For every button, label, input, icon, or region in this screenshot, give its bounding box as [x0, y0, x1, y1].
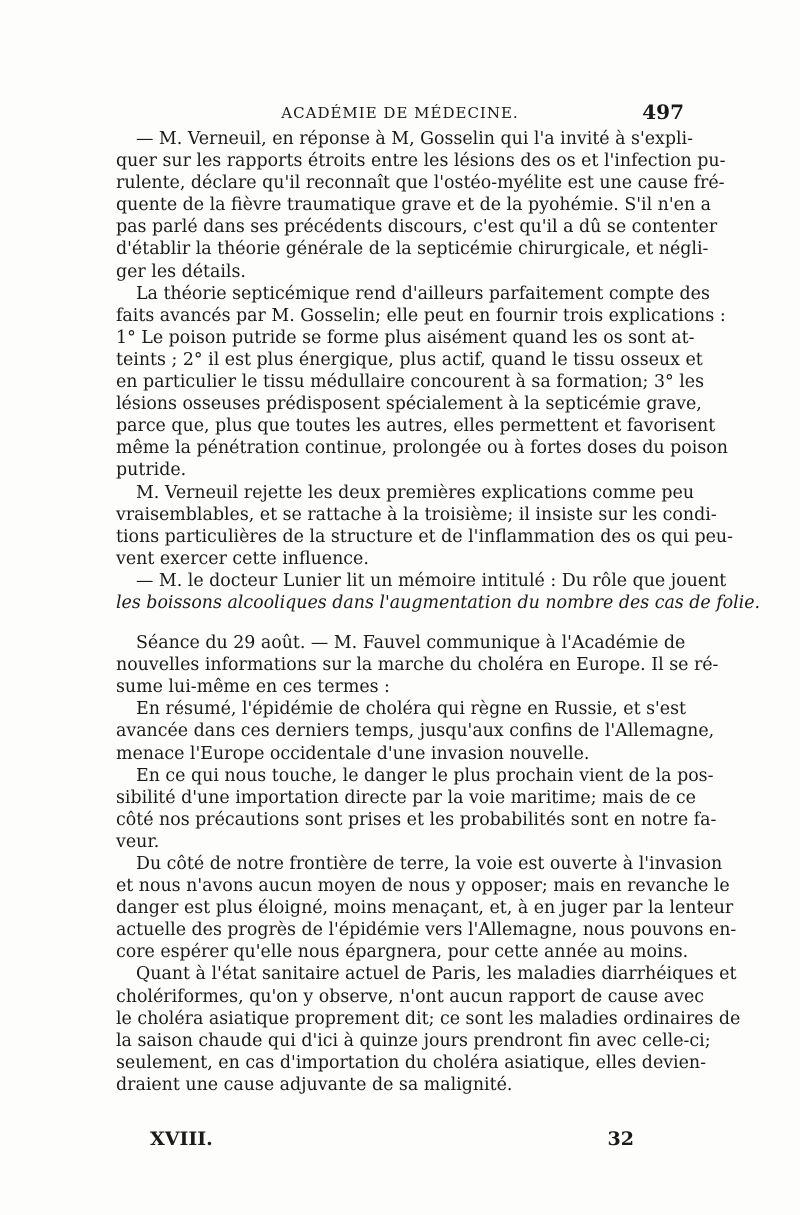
running-title: ACADÉMIE DE MÉDECINE.	[281, 104, 519, 122]
text-line: vent exercer cette influence.	[116, 548, 369, 569]
text-line: — M. le docteur Lunier lit un mémoire intitulé : Du rôle que jouent	[136, 570, 727, 591]
text-line: veur.	[116, 831, 160, 852]
text-line: faits avancés par M. Gosselin; elle peut en fournir trois explications :	[116, 305, 726, 326]
paragraph-gap	[116, 614, 684, 632]
text-line: lésions osseuses prédisposent spécialement à la septicémie grave,	[116, 394, 702, 415]
text-line: seulement, en cas d'importation du choléra asiatique, elles devien-	[116, 1052, 706, 1073]
text-line: La théorie septicémique rend d'ailleurs parfaitement compte des	[136, 283, 710, 304]
text-line: sume lui-même en ces termes :	[116, 677, 390, 698]
text-line: ger les détails.	[116, 261, 246, 282]
text-line: En ce qui nous touche, le danger le plus prochain vient de la pos-	[136, 765, 714, 786]
text-line: cholériformes, qu'on y observe, n'ont aucun rapport de cause avec	[116, 986, 704, 1007]
text-line: parce que, plus que toutes les autres, elles permettent et favorisent	[116, 416, 716, 437]
text-line: le choléra asiatique proprement dit; ce sont les maladies ordinaires de	[116, 1008, 741, 1029]
text-line: teints ; 2° il est plus énergique, plus actif, quand le tissu osseux et	[116, 349, 703, 370]
text-line: — M. Verneuil, en réponse à M, Gosselin qui l'a invité à s'expli-	[136, 129, 693, 149]
text-line: côté nos précautions sont prises et les probabilités sont en notre fa-	[116, 809, 717, 830]
page-number: 497	[642, 100, 684, 124]
text-line: En résumé, l'épidémie de choléra qui règne en Russie, et s'est	[136, 699, 687, 720]
printer-signature: 32	[607, 1128, 634, 1150]
text-line: tions particulières de la structure et de l'inflammation des os qui peu-	[116, 526, 734, 547]
page-footer	[150, 1128, 634, 1154]
text-line: les boissons alcooliques dans l'augmentation du nombre des cas de folie.	[116, 592, 761, 613]
text-line: draient une cause adjuvante de sa malignité.	[116, 1074, 513, 1095]
text-line: avancée dans ces derniers temps, jusqu'aux confins de l'Allemagne,	[116, 721, 715, 742]
text-line: danger est plus éloigné, moins menaçant, et, à en juger par la lenteur	[116, 898, 734, 919]
text-line: Du côté de notre frontière de terre, la voie est ouverte à l'invasion	[136, 854, 723, 874]
text-line: pas parlé dans ses précédents discours, c'est qu'il a dû se contenter	[116, 217, 718, 238]
text-line: putride.	[116, 460, 187, 481]
text-line: même la pénétration continue, prolongée ou à fortes doses du poison	[116, 438, 728, 459]
text-line: Quant à l'état sanitaire actuel de Paris, les maladies diarrhéiques et	[136, 964, 737, 985]
text-line: 1° Le poison putride se forme plus aisément quand les os sont at-	[116, 327, 695, 348]
text-line: d'établir la théorie générale de la septicémie chirurgicale, et négli-	[116, 239, 709, 260]
text-line: quer sur les rapports étroits entre les lésions des os et l'infection pu-	[116, 151, 726, 172]
text-line: M. Verneuil rejette les deux premières explications comme peu	[136, 482, 695, 503]
text-line: et nous n'avons aucun moyen de nous y opposer; mais en revanche le	[116, 876, 730, 897]
text-line: core espérer qu'elle nous épargnera, pour cette année au moins.	[116, 942, 689, 963]
body-text	[116, 128, 761, 1096]
text-line: quente de la fièvre traumatique grave et de la pyohémie. S'il n'en a	[116, 195, 712, 216]
volume-number: XVIII.	[150, 1128, 213, 1150]
text-line: Séance du 29 août. — M. Fauvel communique à l'Académie de	[136, 633, 686, 654]
running-head	[116, 100, 684, 126]
text-line: menace l'Europe occidentale d'une invasion nouvelle.	[116, 743, 590, 764]
text-line: la saison chaude qui d'ici à quinze jours prendront fin avec celle-ci;	[116, 1030, 711, 1051]
text-line: en particulier le tissu médullaire concourent à sa formation; 3° les	[116, 372, 705, 393]
text-line: nouvelles informations sur la marche du choléra en Europe. Il se ré-	[116, 655, 719, 676]
text-line: vraisemblables, et se rattache à la troisième; il insiste sur les condi-	[116, 504, 717, 525]
text-line: sibilité d'une importation directe par la voie maritime; mais de ce	[116, 787, 696, 808]
text-line: actuelle des progrès de l'épidémie vers l'Allemagne, nous pouvons en-	[116, 920, 737, 941]
text-line: rulente, déclare qu'il reconnaît que l'ostéo-myélite est une cause fré-	[116, 173, 725, 194]
